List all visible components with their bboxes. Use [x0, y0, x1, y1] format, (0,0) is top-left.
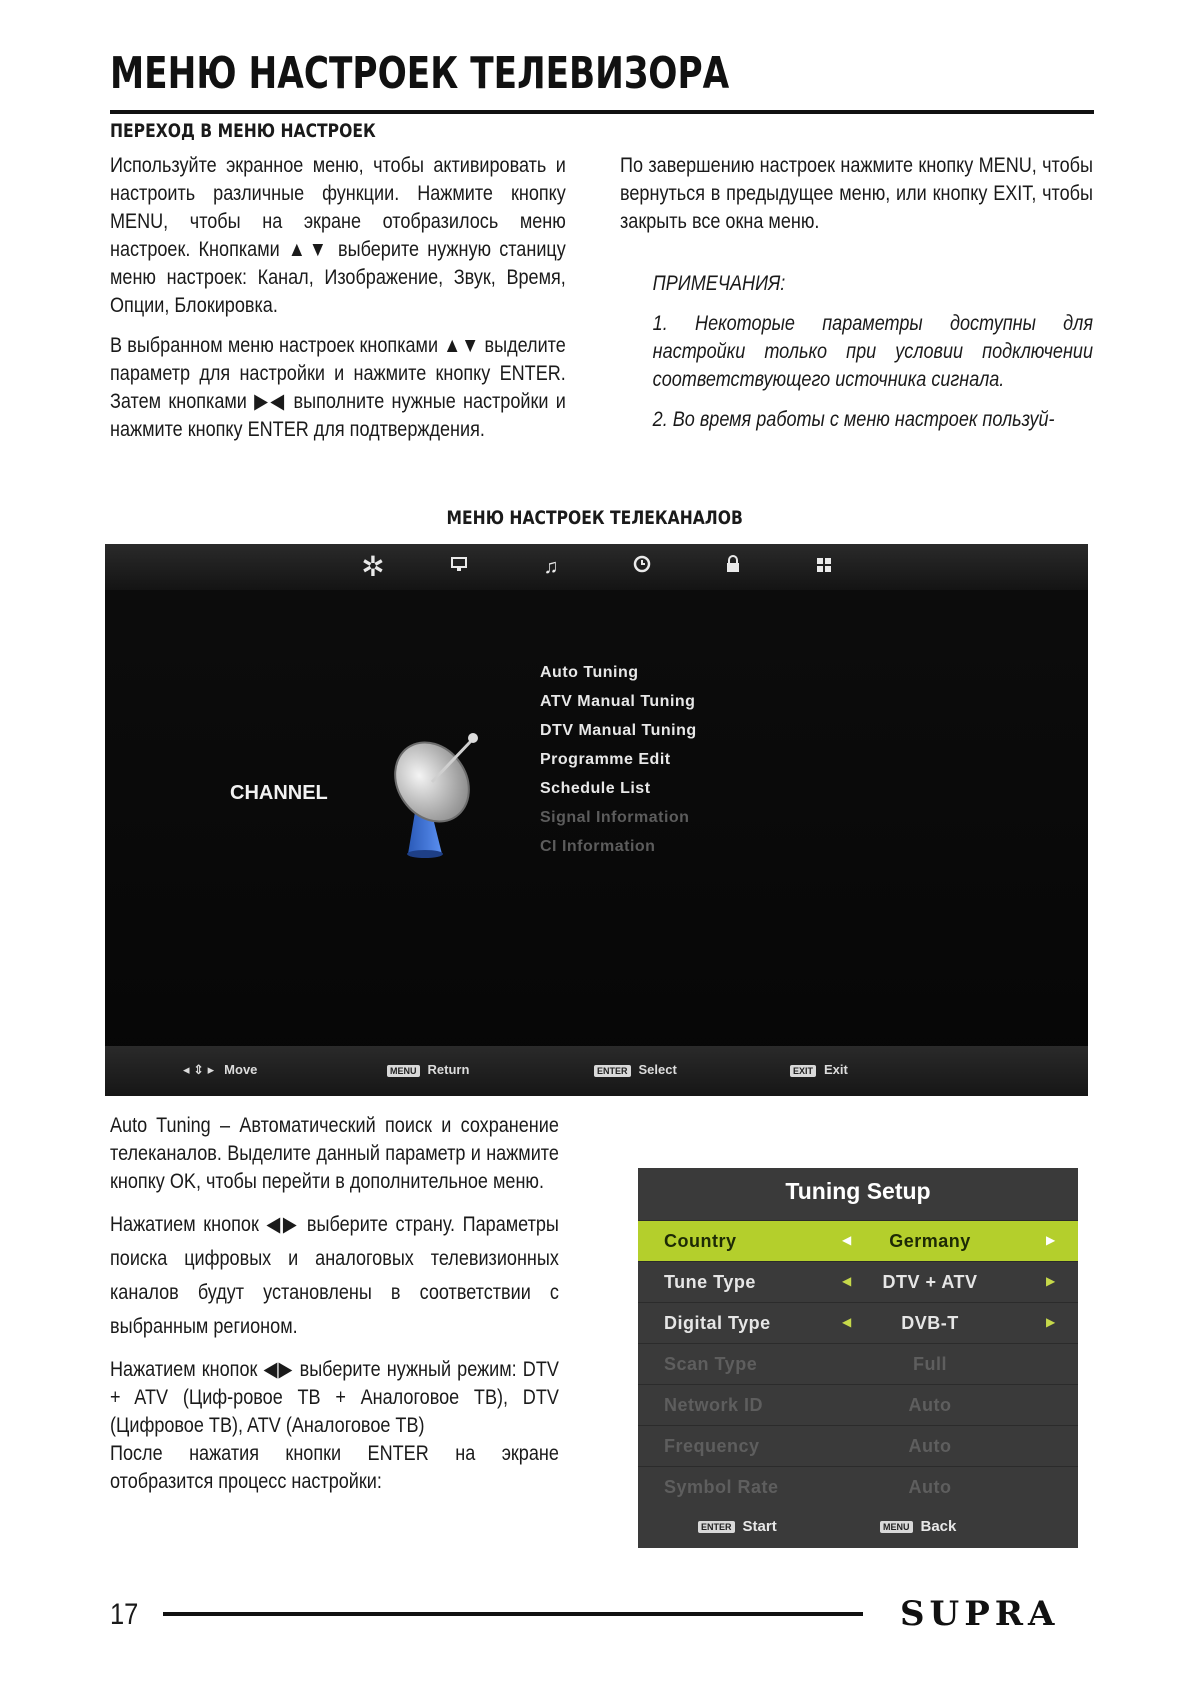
tuning-setup-title: Tuning Setup — [785, 1178, 931, 1204]
page-number: 17 — [110, 1598, 139, 1631]
tuning-row-network-id: Network ID Auto — [638, 1384, 1078, 1425]
tuning-row-frequency: Frequency Auto — [638, 1425, 1078, 1466]
tuning-row-country[interactable]: Country ◀ Germany ▶ — [638, 1220, 1078, 1261]
auto-tuning-description — [110, 1112, 559, 1508]
arrow-left-icon[interactable]: ◀ — [842, 1274, 852, 1288]
tuning-setup-panel — [638, 1168, 1078, 1548]
select-hint: ENTER Select — [594, 1062, 677, 1077]
move-arrows-icon: ◂ ⇕ ▸ — [183, 1062, 215, 1077]
menu-key-icon: MENU — [880, 1521, 913, 1533]
menu-item-auto-tuning[interactable]: Auto Tuning — [540, 664, 639, 681]
return-hint: MENU Return — [387, 1062, 469, 1077]
satellite-dish-icon — [380, 724, 490, 859]
arrow-right-icon[interactable]: ▶ — [1046, 1274, 1056, 1288]
arrow-right-icon[interactable]: ▶ — [1046, 1233, 1056, 1247]
tuning-row-digital-type[interactable]: Digital Type ◀ DVB-T ▶ — [638, 1302, 1078, 1343]
menu-key-icon: MENU — [387, 1065, 420, 1077]
note-1: 1. Некоторые параметры доступны для настройки только при условии подключении соответствующего источника сигнала. — [652, 312, 1093, 391]
note-2: 2. Во время работы с меню настроек пользуй- — [652, 408, 1055, 431]
tuning-row-scan-type: Scan Type Full — [638, 1343, 1078, 1384]
menu-item-dtv-manual-tuning[interactable]: DTV Manual Tuning — [540, 722, 697, 739]
clock-icon[interactable] — [626, 552, 658, 582]
tuning-row-symbol-rate: Symbol Rate Auto — [638, 1466, 1078, 1507]
move-hint: ◂ ⇕ ▸ Move — [183, 1062, 258, 1077]
menu-item-atv-manual-tuning[interactable]: ATV Manual Tuning — [540, 693, 696, 710]
music-note-icon[interactable]: ♫ — [543, 556, 559, 578]
navigation-paragraph: В выбранном меню настроек кнопками ▲▼ выделите параметр для настройки и нажмите кнопку ENTER. Затем кнопками ▶◀ выполните нужные настройки и нажмите кнопку ENTER для подтверждения. — [110, 334, 566, 441]
enter-key-icon: ENTER — [698, 1521, 735, 1533]
arrow-left-icon[interactable]: ◀ — [842, 1315, 852, 1329]
grid-icon[interactable] — [808, 552, 840, 582]
arrow-right-icon[interactable]: ▶ — [1046, 1315, 1056, 1329]
back-hint: MENU Back — [880, 1518, 956, 1535]
right-column — [620, 152, 1093, 446]
arrow-left-icon[interactable]: ◀ — [842, 1233, 852, 1247]
lock-icon[interactable] — [717, 552, 749, 582]
menu-tab-bar — [105, 544, 1088, 590]
exit-key-icon: EXIT — [790, 1065, 816, 1077]
menu-item-schedule-list[interactable]: Schedule List — [540, 780, 651, 797]
page-title: МЕНЮ НАСТРОЕК ТЕЛЕВИЗОРА — [110, 48, 730, 99]
channel-section-heading: МЕНЮ НАСТРОЕК ТЕЛЕКАНАЛОВ — [446, 507, 744, 529]
brand-logo: SUPRA — [900, 1594, 1060, 1634]
tuning-footer — [638, 1506, 1078, 1548]
left-column — [110, 152, 566, 456]
tuning-row-tune-type[interactable]: Tune Type ◀ DTV + ATV ▶ — [638, 1261, 1078, 1302]
footer-divider — [163, 1612, 863, 1616]
tv-menu-hints — [105, 1046, 1088, 1096]
menu-item-programme-edit[interactable]: Programme Edit — [540, 751, 671, 768]
country-paragraph: Нажатием кнопок ◀▶ выберите страну. Параметры поиска цифровых и аналоговых телевизионных каналов будут установлены в соответствии с выбранным регионом. — [110, 1213, 559, 1338]
auto-tuning-paragraph: Auto Tuning – Автоматический поиск и сохранение телеканалов. Выделите данный параметр и нажмите кнопку OK, чтобы перейти в дополнительное меню. — [110, 1114, 559, 1193]
exit-hint: EXIT Exit — [790, 1062, 848, 1077]
menu-item-signal-information: Signal Information — [540, 809, 690, 826]
intro-paragraph: Используйте экранное меню, чтобы активировать и настроить различные функции. Нажмите кнопку MENU, чтобы на экране отобразилось меню настроек. Кнопками ▲▼ выберите нужную станицу меню настроек: Канал, Изображение, Звук, Время, Опции, Блокировка. — [110, 154, 566, 317]
monitor-icon[interactable] — [443, 552, 475, 582]
section-heading: ПЕРЕХОД В МЕНЮ НАСТРОЕК — [110, 120, 376, 142]
notes-title: ПРИМЕЧАНИЯ: — [652, 272, 786, 295]
gear-icon[interactable]: ✲ — [361, 551, 385, 582]
tune-type-paragraph: Нажатием кнопок ◀▶ выберите нужный режим: DTV + ATV (Циф-ровое ТВ + Аналоговое ТВ), DTV (Цифровое ТВ), ATV (Аналоговое ТВ) — [110, 1358, 559, 1437]
start-hint: ENTER Start — [698, 1518, 777, 1535]
menu-item-ci-information: CI Information — [540, 838, 656, 855]
channel-menu-list — [540, 664, 697, 867]
menu-category-label: CHANNEL — [230, 782, 328, 804]
title-divider — [110, 110, 1094, 114]
enter-paragraph: После нажатия кнопки ENTER на экране отобразится процесс настройки: — [110, 1442, 559, 1493]
exit-paragraph: По завершению настроек нажмите кнопку MENU, чтобы вернуться в предыдущее меню, или кнопку EXIT, чтобы закрыть все окна меню. — [620, 154, 1093, 233]
enter-key-icon: ENTER — [594, 1065, 631, 1077]
tv-channel-menu — [105, 544, 1088, 1096]
